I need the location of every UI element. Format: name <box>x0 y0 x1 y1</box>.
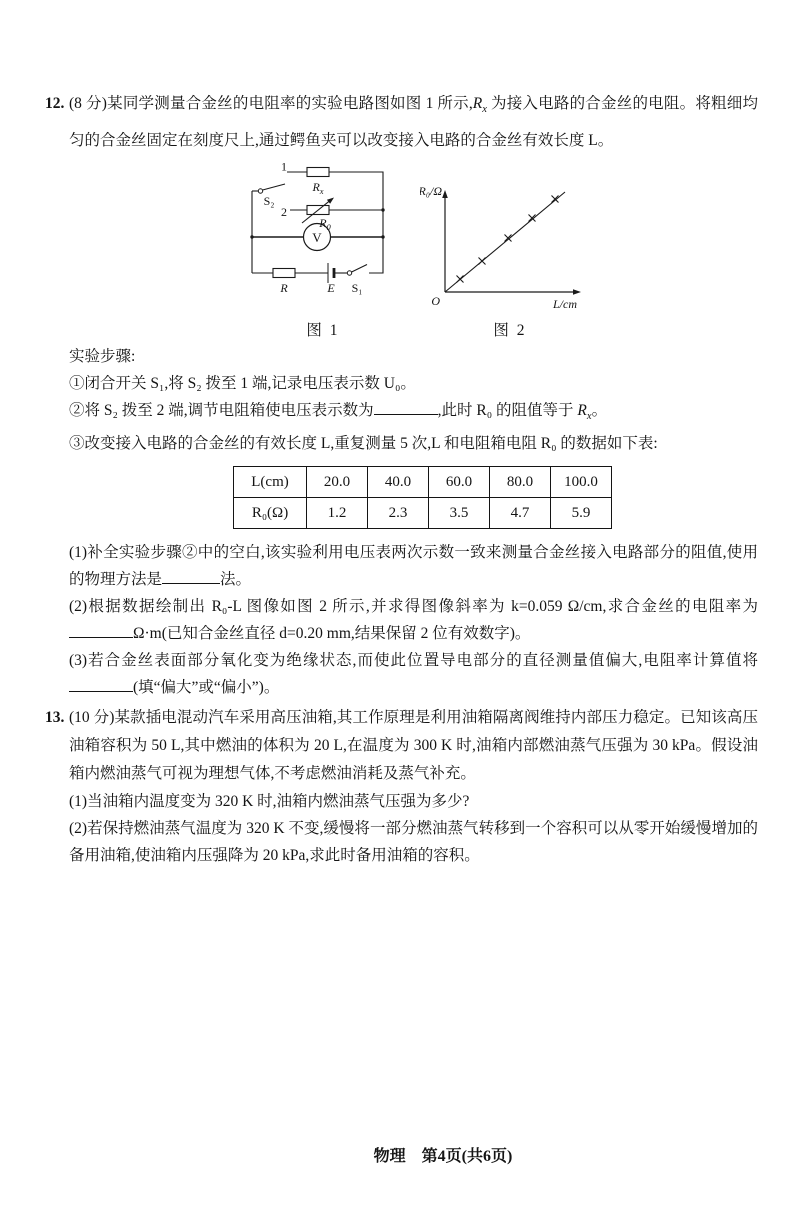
table-cell: 40.0 <box>368 467 429 498</box>
table-cell: 3.5 <box>429 498 490 529</box>
fill-in-blank <box>69 678 133 692</box>
s1-label: S₁ <box>351 281 363 296</box>
table-cell: 100.0 <box>551 467 612 498</box>
figures-row <box>233 162 758 341</box>
table-cell: 1.2 <box>307 498 368 529</box>
fill-in-blank <box>374 401 438 415</box>
table-cell: 20.0 <box>307 467 368 498</box>
table-cell: 4.7 <box>490 498 551 529</box>
table-cell: 5.9 <box>551 498 612 529</box>
switch-s2 <box>258 184 285 193</box>
resistor-r <box>273 269 295 278</box>
x-axis-label: L/cm <box>553 297 577 312</box>
step-2-text: ,此时 R₀ 的阻值等于 <box>437 402 578 420</box>
footer-text: 物理 第4页(共6页) <box>373 1148 513 1165</box>
switch-s1 <box>347 265 367 276</box>
question-12-sub1 <box>69 539 758 593</box>
y-axis-label: R₀/Ω <box>420 184 442 199</box>
resistor-box-r0 <box>302 198 334 224</box>
intro-text: 为接入电路的合金丝的电阻。将粗细均匀的合金丝固定在刻度尺上,通过鳄鱼夹可以改变接入电路的合金丝有效长度 L。 <box>69 95 758 150</box>
sub3-text: (填“偏大”或“偏小”)。 <box>133 679 280 697</box>
terminal-2-label: 2 <box>281 205 287 220</box>
graph-axes <box>445 195 576 292</box>
fill-in-blank <box>162 570 220 584</box>
question-13-sub1: (1)当油箱内温度变为 320 K 时,油箱内燃油蒸气压强为多少? <box>69 793 470 811</box>
question-12-sub2 <box>69 593 758 647</box>
question-13 <box>45 704 758 869</box>
table-header-cell: R₀(Ω) <box>234 498 307 529</box>
figure-2-caption: 图 2 <box>493 322 527 340</box>
step-2-text: 。 <box>591 402 608 420</box>
svg-text:V: V <box>312 230 322 246</box>
question-12-sub3 <box>69 647 758 701</box>
step-2-text: ②将 S₂ 拨至 2 端,调节电阻箱使电压表示数为 <box>69 402 374 420</box>
r0-l-graph <box>420 179 600 314</box>
fit-line <box>445 192 565 292</box>
figure-1 <box>233 162 413 341</box>
sub2-text: (2)根据数据绘制出 R₀-L 图像如图 2 所示,并求得图像斜率为 k=0.059 Ω/cm,求合金丝的电阻率为 <box>69 598 758 616</box>
steps-title: 实验步骤: <box>69 348 136 366</box>
table-cell: 60.0 <box>429 467 490 498</box>
step-3: ③改变接入电路的合金丝的有效长度 L,重复测量 5 次,L 和电阻箱电阻 R₀ 的数据如下表: <box>69 435 658 453</box>
table-row-resistance <box>234 498 612 529</box>
sub2-text: Ω·m(已知合金丝直径 d=0.20 mm,结果保留 2 位有效数字)。 <box>133 625 531 643</box>
table-header-cell: L(cm) <box>234 467 307 498</box>
figure-1-caption: 图 1 <box>306 322 340 340</box>
s2-label: S₂ <box>263 194 275 209</box>
question-13-number: 13. <box>45 709 65 727</box>
question-12-intro <box>69 88 758 156</box>
step-2 <box>69 397 758 430</box>
question-12 <box>45 88 758 701</box>
question-13-intro: (10 分)某款插电混动汽车采用高压油箱,其工作原理是利用油箱隔离阀维持内部压力稳定。已知该高压油箱容积为 50 L,其中燃油的体积为 20 L,在温度为 300 K 时,油箱内部燃油蒸气压强为 30 kPa。假设油箱内燃油蒸气可视为理想气体,不考虑燃油消耗及蒸气补充。 <box>69 709 758 783</box>
figure-2 <box>420 179 600 341</box>
r0-label: $R_0$ <box>319 216 331 233</box>
sub1-text: (1)补全实验步骤②中的空白,该实验利用电压表两次示数一致来测量合金丝接入电路部分的阻值,使用的物理方法是 <box>69 544 758 589</box>
axis-arrowheads <box>442 190 581 295</box>
table-cell: 2.3 <box>368 498 429 529</box>
resistor-rx <box>307 168 329 177</box>
rx-symbol: $R_x$ <box>577 402 592 423</box>
table-cell: 80.0 <box>490 467 551 498</box>
e-label: E <box>327 281 335 296</box>
intro-text: (8 分)某同学测量合金丝的电阻率的实验电路图如图 1 所示, <box>69 95 473 112</box>
rx-label: $R_x$ <box>312 180 324 197</box>
battery-e <box>328 263 334 283</box>
circuit-diagram <box>233 162 413 314</box>
page-footer <box>0 1143 800 1166</box>
origin-label: O <box>431 294 440 309</box>
table-row-length <box>234 467 612 498</box>
question-13-sub2: (2)若保持燃油蒸气温度为 320 K 不变,缓慢将一部分燃油蒸气转移到一个容积可以从零开始缓慢增加的备用油箱,使油箱内压强降为 20 kPa,求此时备用油箱的容积。 <box>69 820 758 865</box>
sub1-text: 法。 <box>220 571 252 589</box>
rx-symbol: $R_x$ <box>472 95 487 116</box>
step-1: ①闭合开关 S₁,将 S₂ 拨至 1 端,记录电压表示数 U₀。 <box>69 375 416 393</box>
r-label: R <box>280 281 288 296</box>
measurement-table <box>233 466 612 529</box>
question-12-number: 12. <box>45 95 65 112</box>
sub3-text: (3)若合金丝表面部分氧化变为绝缘状态,而使此位置导电部分的直径测量值偏大,电阻率计算值将 <box>69 652 758 670</box>
fill-in-blank <box>69 624 133 638</box>
terminal-1-label: 1 <box>281 162 287 174</box>
